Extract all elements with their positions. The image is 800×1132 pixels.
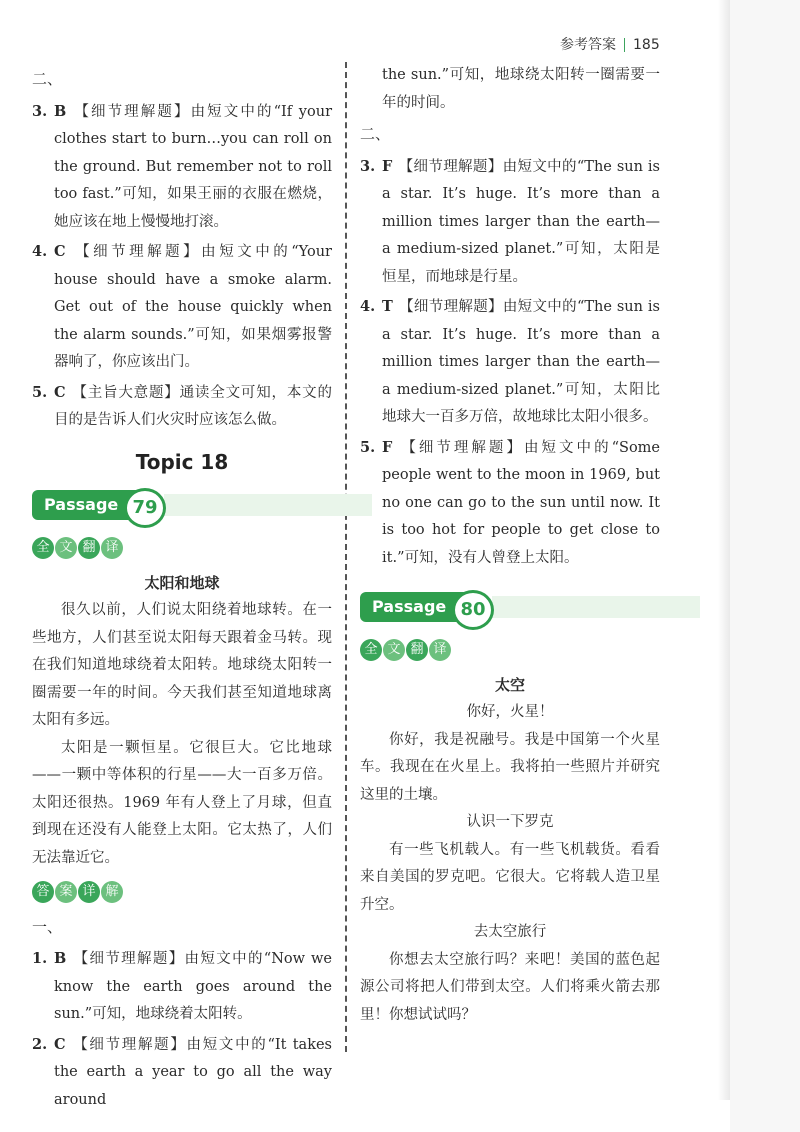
item-text: 【细节理解题】由短文中的“It takes the earth a year to go all the way around (54, 1036, 332, 1108)
page-number: 185 (633, 37, 660, 53)
article-paragraph: 你好，我是祝融号。我是中国第一个火星车。我现在在火星上。我将拍一些照片并研究这里的土壤。 (360, 731, 660, 803)
article-paragraph: 你想去太空旅行吗？来吧！美国的蓝色起源公司将把人们带到太空。人们将乘火箭去那里！你想试试吗？ (360, 951, 660, 1023)
item-number: 4. (360, 298, 376, 315)
answer-item (32, 98, 332, 237)
item-text: 【细节理解题】由短文中的“Some people went to the moon in 1969, but no one can go to the sun until now. It is too hot for people to get close to it.”可知，没有人曾登上太阳。 (382, 439, 660, 566)
answer-item (360, 153, 660, 292)
item-number: 5. (32, 383, 48, 401)
page-header (560, 34, 660, 54)
item-number: 5. (360, 438, 376, 456)
item-answer: T (382, 298, 393, 315)
badge-char: 详 (78, 881, 100, 903)
article-paragraph: 有一些飞机载人。有一些飞机载货。看看来自美国的罗克吧。它很大。它将载人造卫星升空。 (360, 841, 660, 913)
passage-banner-tail (492, 596, 700, 618)
passage-label: Passage (360, 592, 465, 622)
header-separator (624, 38, 625, 52)
answer-item (32, 945, 332, 1029)
topic-title: Topic 18 (135, 449, 229, 474)
passage-banner (32, 488, 332, 524)
item-answer: B (54, 102, 67, 120)
item-answer: C (54, 383, 66, 401)
page-edge-shadow (718, 0, 730, 1100)
item-text: 【细节理解题】由短文中的“Your house should have a smoke alarm. Get out of the house quickly when the alarm sounds.”可知，如果烟雾报警器响了，你应该出门。 (54, 244, 332, 370)
article-subheading: 去太空旅行 (473, 924, 547, 940)
passage-number: 80 (452, 590, 494, 630)
item-number: 3. (32, 102, 48, 120)
item-text: 【细节理解题】由短文中的“The sun is a star. It’s huge. It’s more than a million times larger than the earth—a medium-sized planet.”可知，太阳比地球大一百多万倍，故地球比太阳小很多。 (382, 299, 660, 425)
article-title: 太阳和地球 (144, 573, 220, 592)
article-subheading: 你好，火星！ (466, 704, 554, 720)
badge-char: 全 (360, 639, 382, 661)
section-heading: 二、 (360, 125, 391, 143)
header-title: 参考答案 (560, 37, 616, 53)
badge-char: 翻 (406, 639, 428, 661)
answer-item (32, 379, 332, 435)
badge-char: 全 (32, 537, 54, 559)
item-answer: B (54, 950, 67, 967)
item-number: 4. (32, 243, 48, 260)
article-paragraph: 很久以前，人们说太阳绕着地球转。在一些地方，人们甚至说太阳每天跟着金马转。现在我们知道地球绕着太阳转。地球绕太阳转一圈需要一年的时间。今天我们甚至知道地球离太阳有多远。 (32, 602, 332, 728)
item-text: 【细节理解题】由短文中的“If your clothes start to burn…you can roll on the ground. But remember not to roll too fast.”可知，如果王丽的衣服在燃烧，她应该在地上慢慢地打滚。 (54, 103, 332, 230)
item-number: 1. (32, 950, 48, 967)
translation-badge (360, 636, 660, 664)
column-divider (345, 62, 347, 1052)
item-text: 【细节理解题】由短文中的“Now we know the earth goes around the sun.”可知，地球绕着太阳转。 (54, 951, 332, 1022)
item-answer: C (54, 243, 66, 260)
article-title: 太空 (494, 675, 525, 694)
item-answer: F (382, 157, 393, 175)
article-subheading: 认识一下罗克 (466, 814, 554, 830)
badge-char: 文 (55, 537, 77, 559)
item-number: 2. (32, 1035, 48, 1053)
badge-char: 答 (32, 881, 54, 903)
right-column (360, 62, 660, 1029)
continued-text: the sun.”可知，地球绕太阳转一圈需要一年的时间。 (382, 67, 660, 111)
item-text: 【主旨大意题】通读全文可知，本文的目的是告诉人们火灾时应该怎么做。 (54, 384, 332, 428)
item-number: 3. (360, 157, 376, 175)
section-heading: 一、 (32, 917, 63, 936)
answer-item (360, 434, 660, 573)
badge-char: 解 (101, 881, 123, 903)
left-column (32, 62, 332, 1116)
translation-badge (32, 534, 332, 562)
passage-banner-tail (164, 494, 372, 516)
section-heading: 二、 (32, 70, 63, 88)
article-paragraph: 太阳是一颗恒星。它很巨大。它比地球——一颗中等体积的行星——大一百多万倍。太阳还很热。1969 年有人登上了月球，但直到现在还没有人能登上太阳。它太热了，人们无法靠近它。 (32, 739, 332, 866)
passage-number: 79 (124, 488, 166, 528)
answer-item (360, 293, 660, 432)
badge-char: 文 (383, 639, 405, 661)
passage-label: Passage (32, 490, 137, 520)
item-answer: C (54, 1035, 66, 1053)
passage-banner (360, 590, 660, 626)
badge-char: 译 (101, 537, 123, 559)
badge-char: 翻 (78, 537, 100, 559)
item-text: 【细节理解题】由短文中的“The sun is a star. It’s huge. It’s more than a million times larger than the earth—a medium-sized planet.”可知，太阳是恒星，而地球是行星。 (382, 158, 660, 285)
page-margin (730, 0, 800, 1132)
answer-badge (32, 878, 332, 906)
answer-item (32, 1031, 332, 1115)
badge-char: 案 (55, 881, 77, 903)
answer-item (32, 238, 332, 377)
item-answer: F (382, 438, 393, 456)
badge-char: 译 (429, 639, 451, 661)
